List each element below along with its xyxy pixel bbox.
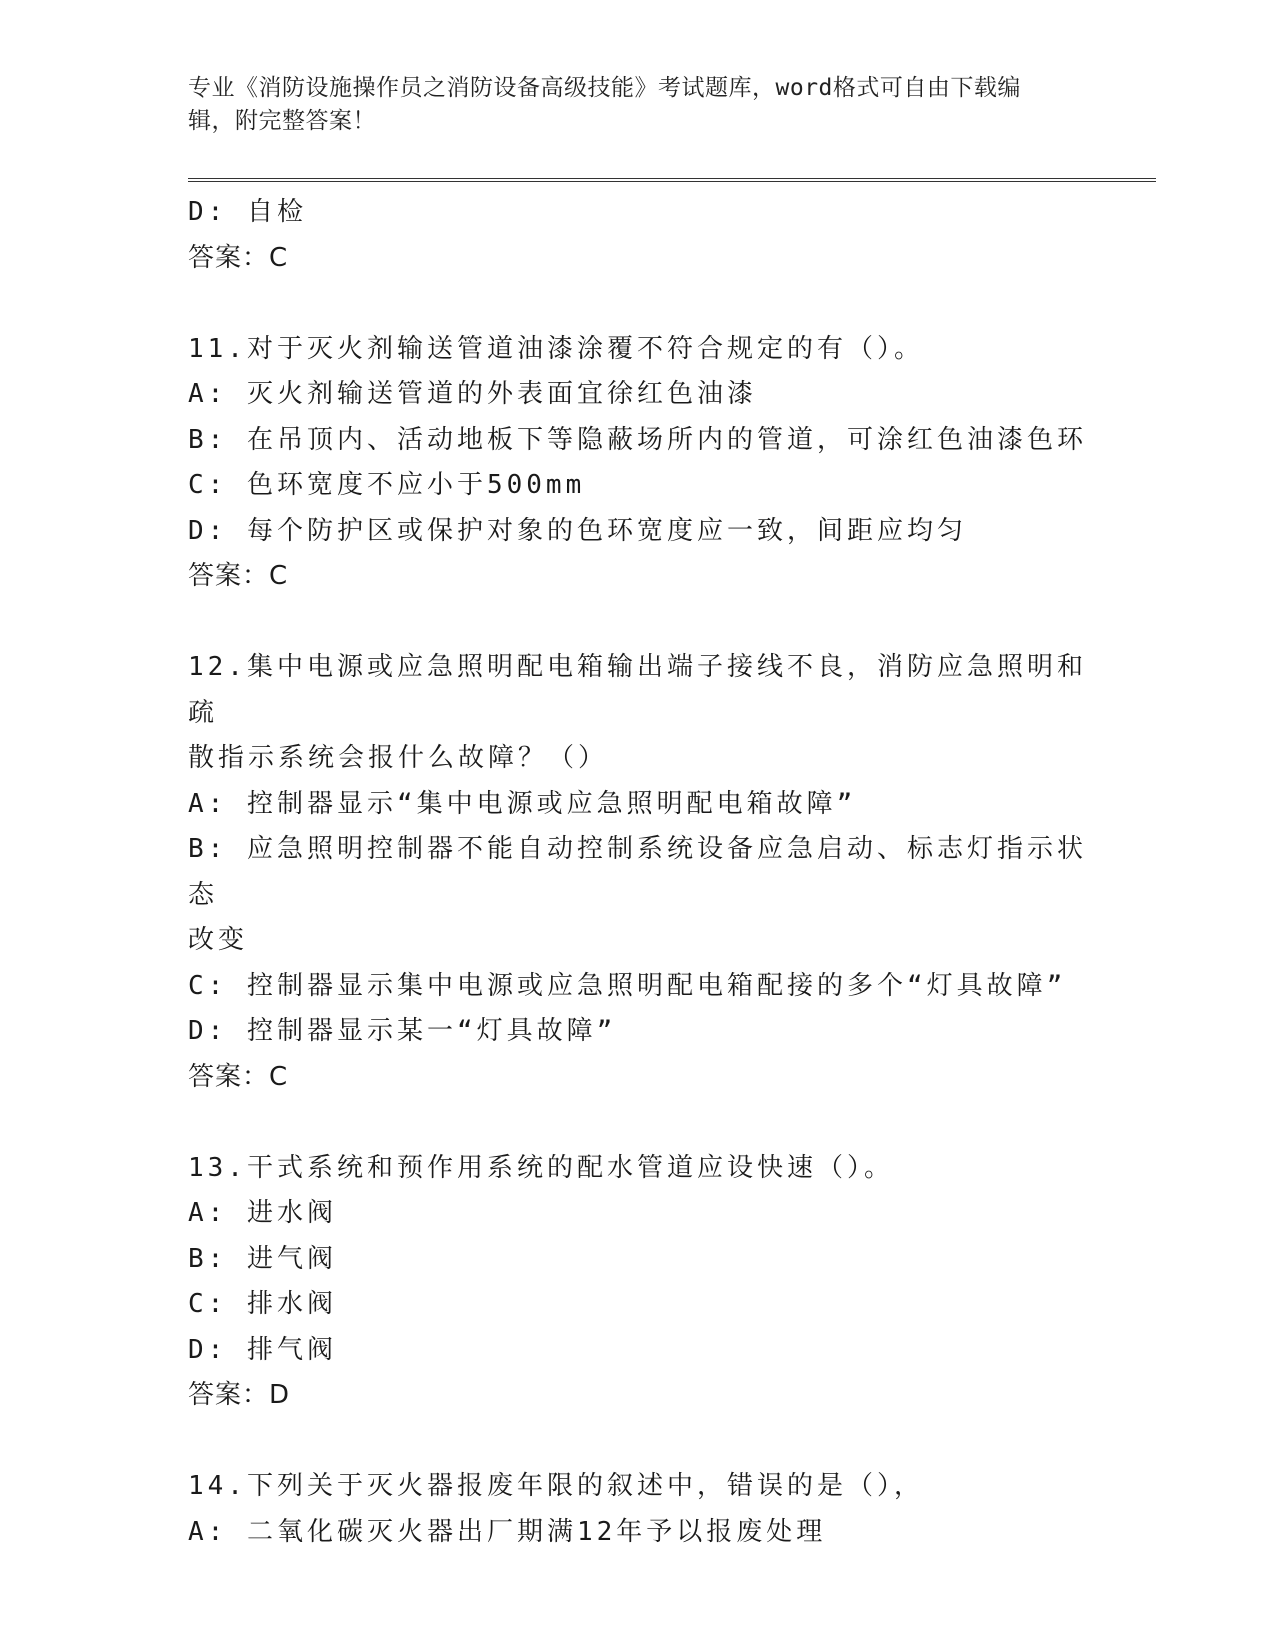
answer-line: 答案：C: [188, 242, 289, 273]
header-divider: [188, 178, 1156, 182]
spacer: [188, 281, 1088, 327]
option-c: C: 排水阀: [188, 1289, 337, 1319]
question-block: [188, 645, 1088, 1100]
option-d: D: 每个防护区或保护对象的色环宽度应一致，间距应均匀: [188, 515, 967, 546]
spacer: [188, 600, 1088, 646]
answer-line: 答案：C: [188, 1061, 289, 1092]
question-list: [188, 190, 1088, 1555]
option-b: B: 应急照明控制器不能自动控制系统设备应急启动、标志灯指示状态: [188, 834, 1087, 910]
question-stem-continued: 散指示系统会报什么故障？（）: [188, 743, 609, 773]
question-block: [188, 327, 1088, 600]
page-header: [188, 72, 1068, 138]
answer-line: 答案：C: [188, 561, 289, 591]
question-stem: 13.干式系统和预作用系统的配水管道应设快速（）。: [188, 1152, 894, 1183]
option-b-continued: 改变: [188, 925, 249, 955]
option-d: D: 排气阀: [188, 1334, 337, 1365]
question-block: [188, 1146, 1088, 1419]
option-a: A: 控制器显示“集中电源或应急照明配电箱故障”: [188, 788, 857, 819]
option-c: C: 色环宽度不应小于500mm: [188, 470, 586, 500]
option-a: A: 进水阀: [188, 1198, 337, 1228]
option-a: A: 灭火剂输送管道的外表面宜徐红色油漆: [188, 379, 757, 409]
question-stem: 14.下列关于灭火器报废年限的叙述中，错误的是（），: [188, 1471, 924, 1501]
question-stem: 11.对于灭火剂输送管道油漆涂覆不符合规定的有（）。: [188, 333, 924, 364]
option-a: A: 二氧化碳灭火器出厂期满12年予以报废处理: [188, 1516, 827, 1547]
option-d: D: 自检: [188, 197, 307, 227]
spacer: [188, 1100, 1088, 1146]
header-line-1: 专业《消防设施操作员之消防设备高级技能》考试题库，word格式可自由下载编: [188, 75, 1021, 101]
spacer: [188, 1419, 1088, 1465]
option-b: B: 进气阀: [188, 1243, 337, 1274]
option-c: C: 控制器显示集中电源或应急照明配电箱配接的多个“灯具故障”: [188, 970, 1067, 1001]
option-d: D: 控制器显示某一“灯具故障”: [188, 1016, 617, 1046]
question-block: [188, 1464, 1088, 1555]
question-stem: 12.集中电源或应急照明配电箱输出端子接线不良，消防应急照明和疏: [188, 652, 1087, 728]
header-line-2: 辑，附完整答案！: [188, 108, 376, 134]
option-b: B: 在吊顶内、活动地板下等隐蔽场所内的管道，可涂红色油漆色环: [188, 424, 1087, 455]
answer-line: 答案：D: [188, 1380, 291, 1410]
